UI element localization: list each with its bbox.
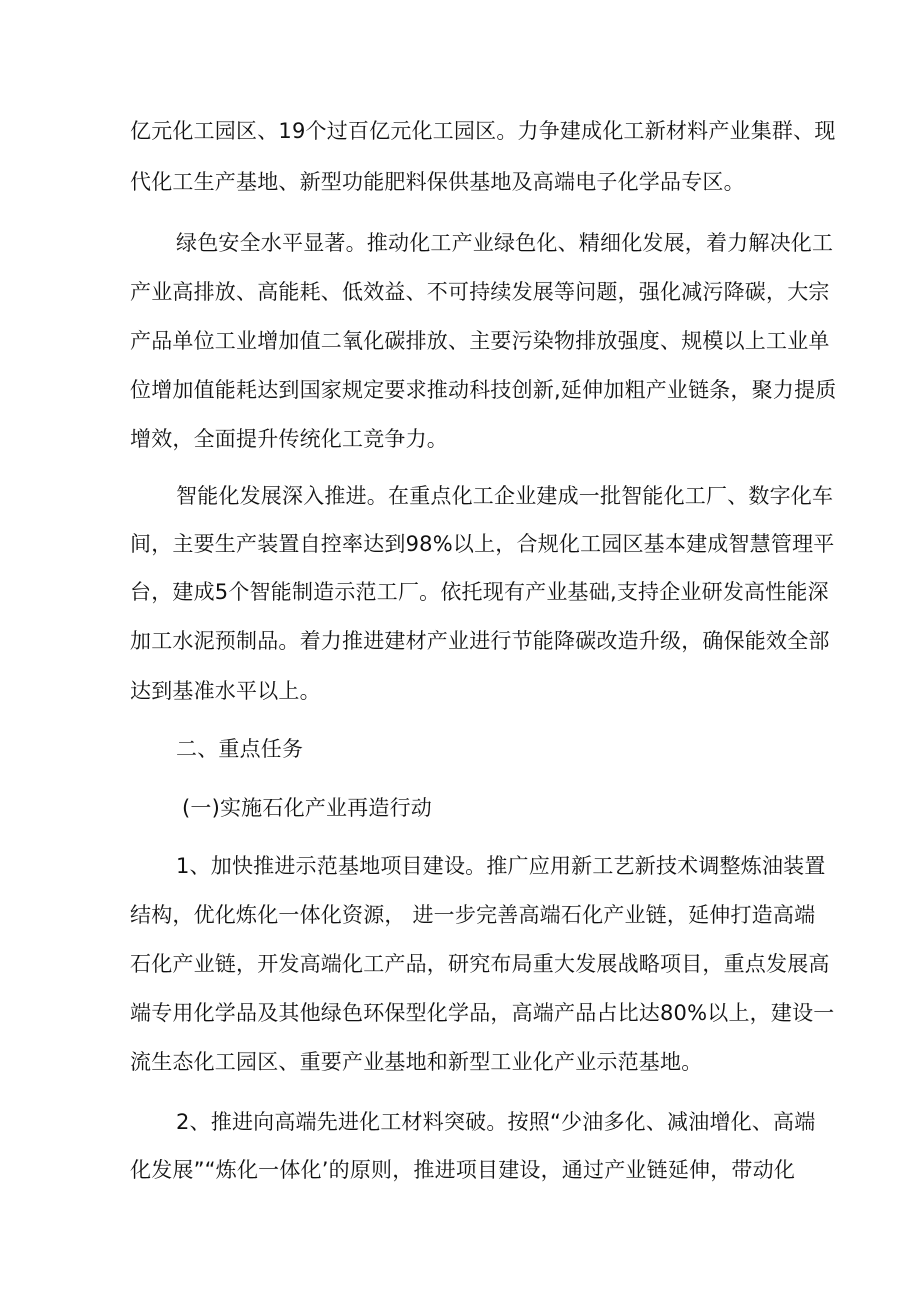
paragraph-line: 位增加值能耗达到国家规定要求推动科技创新,延伸加粗产业链条，聚力提质 — [130, 378, 837, 402]
subsection-heading: (一)实施石化产业再造行动 — [182, 796, 432, 820]
paragraph-line: 台，建成5个智能制造示范工厂。依托现有产业基础,支持企业研发高性能深 — [130, 580, 829, 604]
paragraph-line: 产品单位工业增加值二氧化碳排放、主要污染物排放强度、规模以上工业单 — [130, 329, 830, 353]
paragraph-line: 亿元化工园区、19个过百亿元化工园区。力争建成化工新材料产业集群、现 — [130, 119, 836, 143]
paragraph-line: 智能化发展深入推进。在重点化工企业建成一批智能化工厂、数字化车 — [176, 484, 834, 508]
paragraph-line: 端专用化学品及其他绿色环保型化学品，高端产品占比达80%以上，建设一 — [130, 1001, 835, 1025]
paragraph-line: 1、加快推进示范基地项目建设。推广应用新工艺新技术调整炼油装置 — [176, 854, 826, 878]
paragraph-line: 间，主要生产装置自控率达到98%以上，合规化工园区基本建成智慧管理平 — [130, 532, 835, 556]
section-heading: 二、重点任务 — [176, 737, 304, 761]
paragraph-line: 流生态化工园区、重要产业基地和新型工业化产业示范基地。 — [130, 1050, 703, 1074]
paragraph-line: 结构，优化炼化一体化资源， 进一步完善高端石化产业链，延伸打造高端 — [130, 903, 816, 927]
paragraph-line: 化发展”“炼化一体化’的原则，推进项目建设，通过产业链延伸，带动化 — [130, 1158, 796, 1182]
paragraph-line: 增效，全面提升传统化工竞争力。 — [130, 427, 448, 451]
paragraph-line: 加工水泥预制品。着力推进建材产业进行节能降碳改造升级，确保能效全部 — [130, 629, 830, 653]
paragraph-line: 石化产业链，开发高端化工产品，研究布局重大发展战略项目，重点发展高 — [130, 952, 830, 976]
paragraph-line: 2、推进向高端先进化工材料突破。按照“少油多化、减油增化、高端 — [176, 1110, 816, 1134]
paragraph-line: 代化工生产基地、新型功能肥料保供基地及高端电子化学品专区。 — [130, 170, 745, 194]
paragraph-line: 绿色安全水平显著。推动化工产业绿色化、精细化发展，着力解决化工 — [176, 231, 834, 255]
paragraph-line: 产业高排放、高能耗、低效益、不可持续发展等问题，强化减污降碳，大宗 — [130, 280, 830, 304]
paragraph-line: 达到基准水平以上。 — [130, 679, 321, 703]
